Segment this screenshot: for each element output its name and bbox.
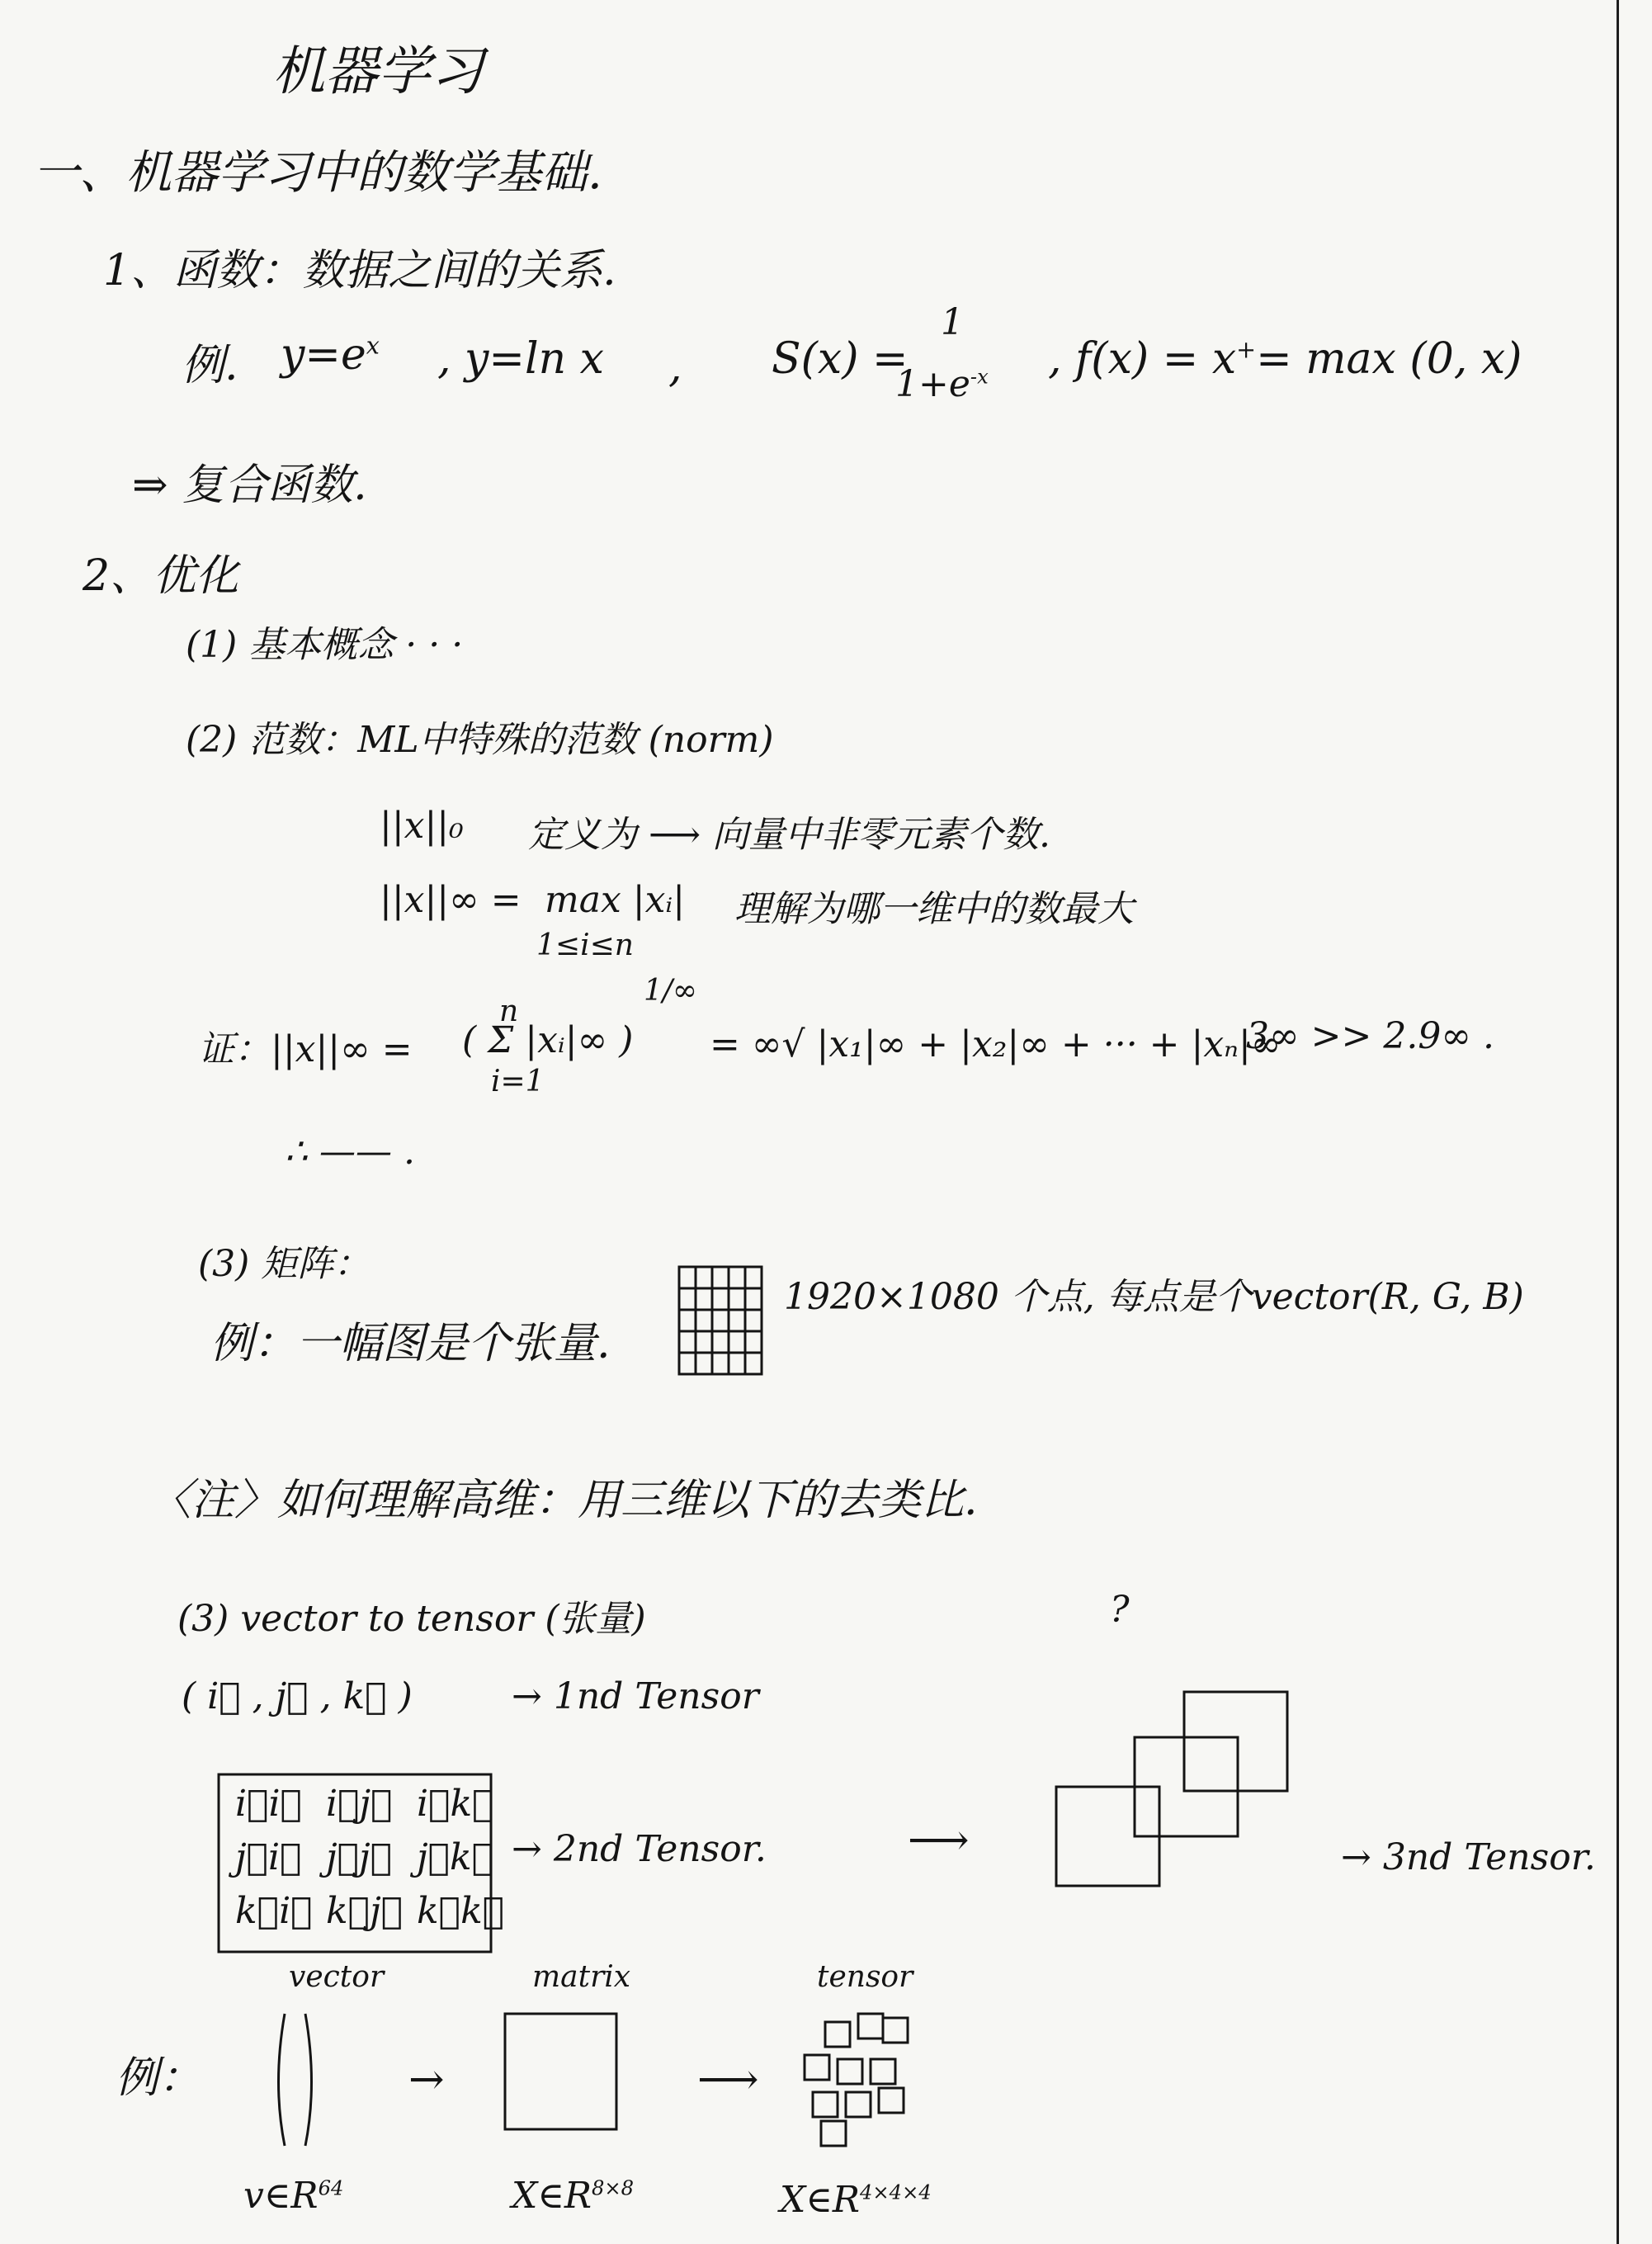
vector-bracket-right: [305, 2014, 312, 2146]
formula-exp-base: y=e: [281, 330, 366, 380]
proof-example: 3∞ >> 2.9∞ .: [1246, 1015, 1494, 1057]
first-tensor-label: → 1nd Tensor: [512, 1675, 759, 1717]
tensor-heading: (3) vector to tensor (张量): [177, 1598, 646, 1640]
matrix-space-base: X∈R: [512, 2175, 592, 2217]
formula-sigmoid-lhs: S(x) =: [772, 334, 909, 384]
tensor-caption: tensor: [817, 1960, 913, 1994]
page-title: 机器学习: [272, 41, 484, 102]
dyad-cell: k⃗k⃗: [417, 1890, 505, 1932]
vector-space-formula: [243, 2175, 343, 2217]
proof-label: 证：||x||∞ =: [198, 1028, 413, 1070]
dyad-cell: i⃗j⃗: [326, 1783, 393, 1825]
dyad-cell: j⃗k⃗: [417, 1836, 494, 1878]
matrix-space-formula: [512, 2175, 634, 2217]
dyad-cell: j⃗j⃗: [326, 1836, 393, 1878]
bottom-example-label: 例：: [116, 2053, 202, 2103]
tensor-cube: [813, 2092, 838, 2117]
question-mark: ?: [1110, 1589, 1130, 1631]
matrix-square: [505, 2014, 616, 2129]
tensor-cube: [825, 2022, 850, 2047]
composite-function: ⇒ 复合函数.: [132, 461, 367, 510]
tensor-cube: [821, 2121, 846, 2146]
formula-sigmoid-num: 1: [941, 301, 964, 343]
dyad-grid-frame: [219, 1774, 494, 1952]
dyad-cell: k⃗i⃗: [235, 1890, 313, 1932]
dyad-cell: k⃗j⃗: [326, 1890, 404, 1932]
tensor-space-formula: [780, 2179, 932, 2221]
pixel-note: 1920×1080 个点, 每点是个vector(R, G, B): [784, 1276, 1524, 1318]
basic-concepts: (1) 基本概念 · · ·: [186, 624, 464, 666]
linf-max: max |xᵢ|: [545, 879, 686, 921]
vector-space-base: v∈R: [243, 2175, 319, 2217]
norm-heading: (2) 范数：ML中特殊的范数 (norm): [186, 719, 774, 761]
unit-vectors: ( i⃗ , j⃗ , k⃗ ): [182, 1675, 413, 1717]
high-dimension-remark: 〈注〉如何理解高维：用三维以下的去类比.: [149, 1476, 978, 1525]
matrix-heading: (3) 矩阵：: [198, 1243, 371, 1285]
formula-relu-plus: +: [1236, 335, 1257, 364]
formula-ln: , y=ln x: [437, 334, 604, 384]
formula-relu-rhs: = max (0, x): [1256, 334, 1522, 384]
linf-note: 理解为哪一维中的数最大: [734, 888, 1134, 930]
matrix-example: 例：一幅图是个张量.: [210, 1319, 611, 1368]
matrix-caption: matrix: [532, 1960, 631, 1994]
tensor-cube: [846, 2092, 871, 2117]
tensor-layer: [1184, 1692, 1287, 1791]
proof-sum-bottom: i=1: [491, 1065, 545, 1098]
vector-bracket-left: [279, 2014, 286, 2146]
section-heading: 一、机器学习中的数学基础.: [33, 146, 602, 200]
l0-norm: ||x||₀: [380, 805, 464, 847]
tensor-cube: [871, 2059, 895, 2084]
linf-norm: ||x||∞ =: [380, 879, 522, 921]
third-tensor-label: → 3nd Tensor.: [1341, 1836, 1596, 1878]
formula-sigmoid-den-power: -x: [970, 365, 989, 389]
proof-root: = ∞√ |x₁|∞ + |x₂|∞ + ··· + |xₙ|∞: [710, 1023, 1281, 1065]
arrow-vector-matrix: →: [408, 2055, 445, 2105]
formula-relu-lhs: , f(x) = x: [1048, 334, 1237, 384]
dyad-cell: j⃗i⃗: [235, 1836, 302, 1878]
matrix-space-exponent: 8×8: [592, 2176, 635, 2200]
second-tensor-label: → 2nd Tensor.: [512, 1828, 767, 1870]
vector-space-exponent: 64: [318, 2176, 344, 2200]
formula-exp-power: x: [366, 331, 380, 360]
tensor-cube: [883, 2018, 908, 2043]
proof-exponent: 1/∞: [644, 974, 698, 1008]
tensor-space-base: X∈R: [780, 2179, 861, 2221]
tensor-cubes: [805, 2014, 908, 2146]
dyad-cell: i⃗k⃗: [417, 1783, 494, 1825]
formula-sigmoid-den-base: 1+e: [895, 363, 970, 405]
formula-separator: ,: [668, 343, 682, 392]
tensor-cube: [805, 2055, 829, 2080]
proof-sum: ( Σ |xᵢ|∞ ): [462, 1019, 634, 1061]
therefore-line: ∴ —— .: [285, 1131, 415, 1173]
proof-sum-top: n: [499, 994, 519, 1028]
optimization-heading: 2、优化: [83, 551, 239, 601]
tensor-arrow: ⟶: [908, 1816, 970, 1865]
l0-definition: 定义为 ⟶ 向量中非零元素个数.: [528, 814, 1051, 856]
arrow-matrix-tensor: ⟶: [697, 2055, 759, 2105]
tensor-cube: [838, 2059, 862, 2084]
tensor-space-exponent: 4×4×4: [860, 2180, 932, 2204]
linf-subscript: 1≤i≤n: [536, 928, 634, 962]
function-heading: 1、函数：数据之间的关系.: [103, 246, 616, 295]
tensor-cube: [879, 2088, 904, 2113]
tensor-cube: [858, 2014, 883, 2038]
example-label: 例.: [182, 341, 238, 390]
vector-caption: vector: [289, 1960, 385, 1994]
dyad-cell: i⃗i⃗: [235, 1783, 302, 1825]
